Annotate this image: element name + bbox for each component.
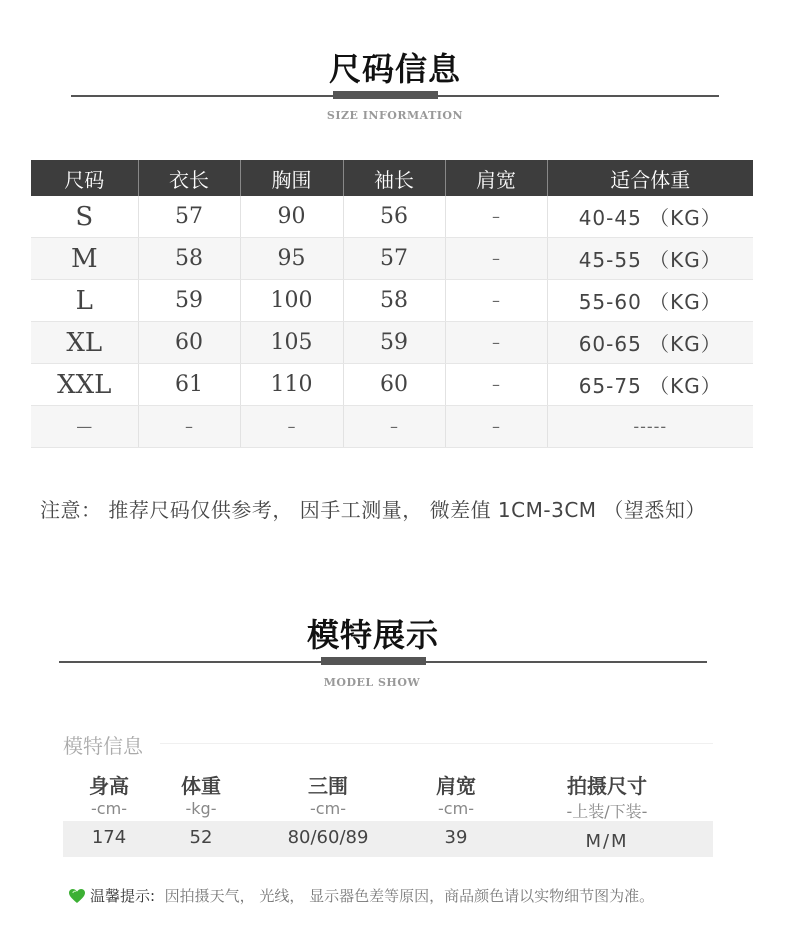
model-column-header: 体重: [181, 774, 221, 798]
size-table-header: 衣长: [138, 160, 240, 196]
weight-cell: 60-65 （KG）: [547, 322, 753, 364]
model-column-value: 39: [444, 827, 468, 848]
tip-label: 温馨提示:: [90, 887, 156, 905]
model-column-value: 80/60/89: [287, 827, 369, 848]
weight-cell: 55-60 （KG）: [547, 280, 753, 322]
model-section-title: 模特展示: [306, 616, 439, 654]
weight-cell: 45-55 （KG）: [547, 238, 753, 280]
tip-line: [68, 885, 654, 908]
weight-cell: 65-75 （KG）: [547, 364, 753, 406]
shoulder-cell: –: [445, 406, 547, 448]
table-row: [31, 196, 753, 238]
model-column-unit: -kg-: [185, 799, 217, 818]
size-cell: L: [31, 280, 138, 322]
size-section-title: 尺码信息: [328, 50, 461, 88]
weight-cell: -----: [547, 406, 753, 448]
length-cell: 57: [138, 196, 240, 238]
sleeve-cell: 58: [343, 280, 445, 322]
heart-icon: [68, 888, 86, 908]
model-column-header: 身高: [89, 774, 129, 798]
weight-cell: 40-45 （KG）: [547, 196, 753, 238]
model-info-divider: [160, 743, 713, 744]
sleeve-cell: 56: [343, 196, 445, 238]
table-row: [31, 406, 753, 448]
model-column-header: 肩宽: [436, 774, 476, 798]
size-section-divider-accent: [333, 91, 438, 99]
size-cell: S: [31, 196, 138, 238]
size-note: 注意： 推荐尺码仅供参考， 因手工测量， 微差值 1CM-3CM （望悉知）: [40, 498, 706, 522]
model-section-divider-accent: [321, 657, 426, 665]
length-cell: 60: [138, 322, 240, 364]
table-row: [31, 364, 753, 406]
length-cell: 61: [138, 364, 240, 406]
model-column-value: 52: [189, 827, 213, 848]
chest-cell: –: [240, 406, 343, 448]
length-cell: –: [138, 406, 240, 448]
size-table-header: 袖长: [343, 160, 445, 196]
shoulder-cell: –: [445, 238, 547, 280]
shoulder-cell: –: [445, 280, 547, 322]
chest-cell: 95: [240, 238, 343, 280]
size-table-header: 适合体重: [547, 160, 753, 196]
model-column-weight: [155, 770, 247, 848]
model-column-unit: -cm-: [438, 799, 474, 818]
length-cell: 58: [138, 238, 240, 280]
model-column-unit: -上装/下装-: [566, 802, 648, 821]
model-column-shoulder: [406, 770, 506, 848]
sleeve-cell: –: [343, 406, 445, 448]
table-row: [31, 280, 753, 322]
model-column-unit: -cm-: [310, 799, 346, 818]
size-cell: M: [31, 238, 138, 280]
chest-cell: 110: [240, 364, 343, 406]
shoulder-cell: –: [445, 322, 547, 364]
model-column-shooting-size: [530, 770, 684, 852]
model-column-value: 174: [91, 827, 127, 848]
model-column-value: M/M: [585, 831, 629, 852]
model-column-measurements: [263, 770, 393, 848]
chest-cell: 100: [240, 280, 343, 322]
model-column-header: 三围: [308, 774, 348, 798]
chest-cell: 90: [240, 196, 343, 238]
size-table: [31, 160, 753, 448]
table-row: [31, 238, 753, 280]
model-column-header: 拍摄尺寸: [567, 774, 647, 798]
sleeve-cell: 57: [343, 238, 445, 280]
size-table-header: 尺码: [31, 160, 138, 196]
model-info-label: 模特信息: [63, 734, 143, 758]
size-table-header-row: [31, 160, 753, 196]
chest-cell: 105: [240, 322, 343, 364]
model-section-subtitle: MODEL SHOW: [323, 676, 421, 689]
model-column-height: [63, 770, 155, 848]
size-cell: —: [31, 406, 138, 448]
shoulder-cell: –: [445, 196, 547, 238]
table-row: [31, 322, 753, 364]
sleeve-cell: 60: [343, 364, 445, 406]
model-column-unit: -cm-: [91, 799, 127, 818]
size-table-header: 胸围: [240, 160, 343, 196]
tip-text: 因拍摄天气， 光线， 显示器色差等原因，商品颜色请以实物细节图为准。: [164, 887, 655, 905]
size-table-header: 肩宽: [445, 160, 547, 196]
sleeve-cell: 59: [343, 322, 445, 364]
size-cell: XXL: [31, 364, 138, 406]
shoulder-cell: –: [445, 364, 547, 406]
length-cell: 59: [138, 280, 240, 322]
size-section-subtitle: SIZE INFORMATION: [326, 109, 464, 122]
size-cell: XL: [31, 322, 138, 364]
